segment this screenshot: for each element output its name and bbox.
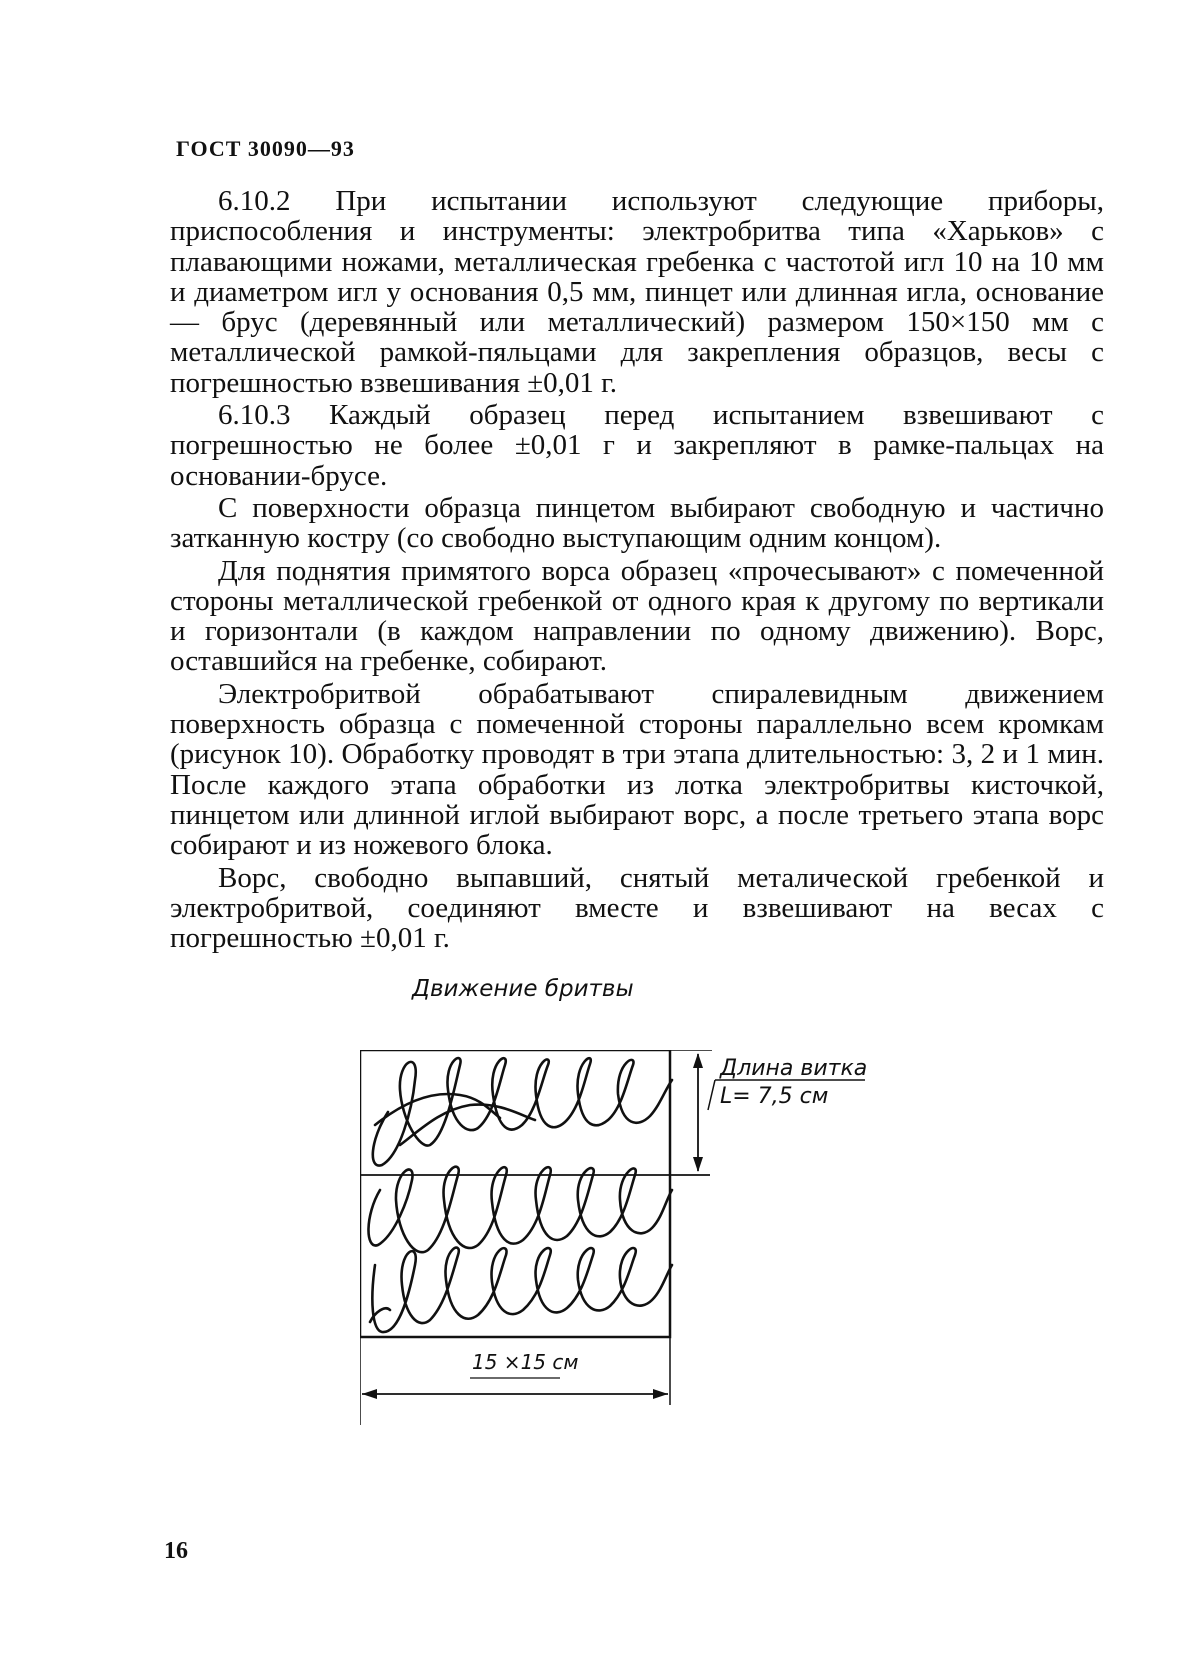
body-text — [170, 186, 1104, 955]
paragraph-combing: Для поднятия примятого ворса образец «прочесывают» с помеченной стороны металлической гребенкой от одного края к другому по вертикали и горизонтали (в каждом направлении по одному движению). Ворс, оставшийся на гребенке, собирают. — [170, 554, 1104, 678]
loop-length-dimension — [693, 1053, 703, 1172]
spiral-path-lower — [368, 1167, 672, 1332]
paragraph-weighing: Ворс, свободно выпавший, снятый металической гребенкой и электробритвой, соединяют вместе и взвешивают на весах с погрешностью ±0,01 г. — [170, 861, 1104, 955]
page-number: 16 — [164, 1538, 188, 1564]
document-header: ГОСТ 30090—93 — [176, 136, 355, 161]
figure-shaving-pattern — [360, 976, 940, 1470]
paragraph-shaving: Электробритвой обрабатывают спиралевидным движением поверхность образца с помеченной стороны параллельно всем кромкам (рисунок 10). Обработку проводят в три этапа длительностью: 3, 2 и 1 мин. После каждого этапа обработки из лотка электробритвы кисточкой, пинцетом или длинной иглой выбирают ворс, а после третьего этапа ворс собирают и из ножевого блока. — [170, 677, 1104, 862]
razor-direction-label: Движение бритвы — [412, 976, 634, 1002]
paragraph-6-10-2: 6.10.2 При испытании используют следующие приборы, приспособления и инструменты: электробритва типа «Харьков» с плавающими ножами, металлическая гребенка с частотой игл 10 на 10 мм и диаметром игл у основания 0,5 мм, пинцет или длинная игла, основание — брус (деревянный или металлический) размером 150×150 мм с металлической рамкой-пяльцами для закрепления образцов, весы с погрешностью взвешивания ±0,01 г. — [170, 185, 1104, 399]
paragraph-6-10-3: 6.10.3 Каждый образец перед испытанием взвешивают с погрешностью не более ±0,01 г и закрепляют в рамке-пальцах на основании-брусе. — [170, 399, 1104, 492]
paragraph-remove-shives: С поверхности образца пинцетом выбирают свободную и частично затканную костру (со свободно выступающим одним концом). — [170, 491, 1104, 555]
shaving-diagram — [360, 1050, 940, 1470]
loop-length-value: L= 7,5 см — [720, 1084, 829, 1109]
loop-length-label: Длина витка — [720, 1056, 868, 1081]
spiral-path-upper — [373, 1058, 672, 1165]
sample-size-label: 15 ×15 см — [472, 1350, 579, 1374]
